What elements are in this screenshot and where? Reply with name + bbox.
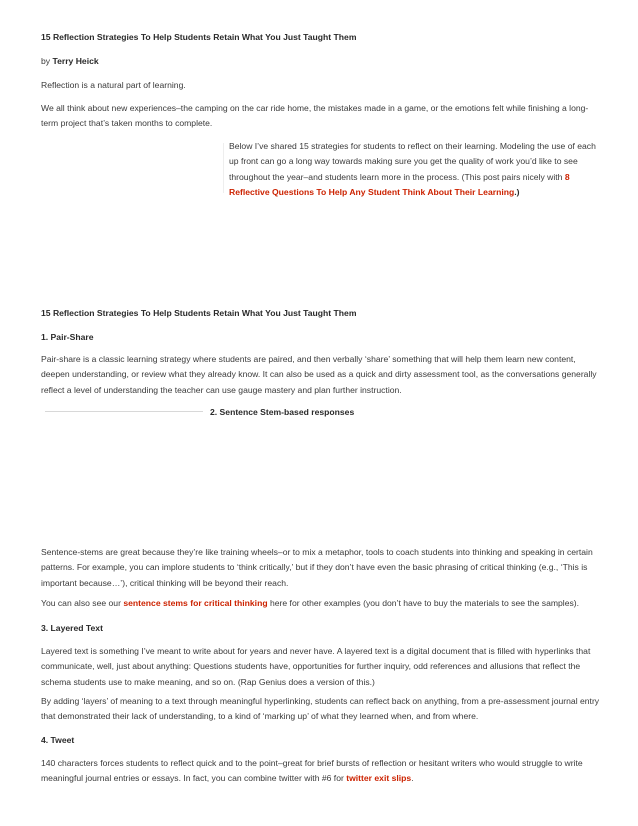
callout-text: Below I’ve shared 15 strategies for students to reflect on their learning. Modeling the use of each up front can go a long way towards making sure you get the quality of work you’d like to see throughout the year–and students learn more in the process. (This post pairs nicely with bbox=[229, 141, 596, 182]
article-title: 15 Reflection Strategies To Help Students Retain What You Just Taught Them bbox=[41, 32, 357, 42]
strategy-4-heading: 4. Tweet bbox=[41, 735, 75, 745]
callout-divider bbox=[223, 143, 224, 193]
horizontal-divider bbox=[45, 411, 203, 412]
sentence-stems-link[interactable]: sentence stems for critical thinking bbox=[123, 598, 268, 608]
byline bbox=[41, 54, 601, 69]
byline-prefix: by bbox=[41, 56, 53, 66]
callout-paragraph bbox=[229, 139, 601, 201]
strategy-4-body bbox=[41, 756, 601, 787]
section-title: 15 Reflection Strategies To Help Students Retain What You Just Taught Them bbox=[41, 308, 357, 318]
tweet-suffix: . bbox=[411, 773, 414, 784]
strategy-1-body: Pair-share is a classic learning strategy where students are paired, and then verbally ‘share’ something that will help them learn new content, deepen understanding, or review what they already know. It can also be used as a quick and dirty assessment tool, as the conversations generally reflect a level of understanding the teacher can use gauge mastery and plan further instruction. bbox=[41, 354, 597, 395]
intro-paragraph-1: Reflection is a natural part of learning. bbox=[41, 80, 186, 90]
reflective-questions-link[interactable]: 8 Reflective Questions To Help Any Student Think About Their Learning bbox=[229, 171, 570, 198]
strategy-3-body-2: By adding ‘layers’ of meaning to a text through meaningful hyperlinking, students can reflect back on anything, from a pre-assessment journal entry that demonstrated their lack of understanding, to a kind of ‘marking up’ of what they learned when, and from where. bbox=[41, 696, 600, 722]
also-suffix: here for other examples (you don’t have to buy the materials to see the samples). bbox=[267, 598, 580, 608]
strategy-2-body: Sentence-stems are great because they’re like training wheels–or to mix a metaphor, tools to coach students into thinking and speaking in certain patterns. For example, you can implore students to ‘think critically,’ but if they don’t have even the basic phrasing of critical thinking (e.g., ‘This is important because…’), critical thinking will be beyond their reach. bbox=[41, 547, 593, 588]
also-prefix: You can also see our bbox=[41, 598, 124, 608]
author-name[interactable]: Terry Heick bbox=[52, 56, 99, 66]
strategy-2-also bbox=[41, 596, 601, 611]
strategy-2-heading: 2. Sentence Stem-based responses bbox=[210, 407, 355, 417]
strategy-3-heading: 3. Layered Text bbox=[41, 623, 103, 633]
strategy-3-body-1: Layered text is something I’ve meant to write about for years and never have. A layered text is a digital document that is filled with hyperlinks that communicate, well, just about anything: Questions students have, opportunities for further inquiry, odd references and allusions that reflect the schema students use to make meaning, and so on. (Rap Genius does a version of this.) bbox=[41, 646, 591, 687]
intro-paragraph-2: We all think about new experiences–the camping on the car ride home, the mistakes made in a game, or the emotions felt while finishing a long-term project that’s taken months to complete. bbox=[41, 103, 589, 129]
callout-after: .) bbox=[514, 187, 520, 198]
strategy-1-heading: 1. Pair-Share bbox=[41, 332, 94, 342]
twitter-exit-slips-link[interactable]: twitter exit slips bbox=[346, 773, 412, 784]
tweet-text: 140 characters forces students to reflect quick and to the point–great for brief bursts of reflection or hesitant writers who would struggle to write meaningful journal entries or essays. In fact, you can combine twitter with #6 for bbox=[41, 758, 583, 784]
